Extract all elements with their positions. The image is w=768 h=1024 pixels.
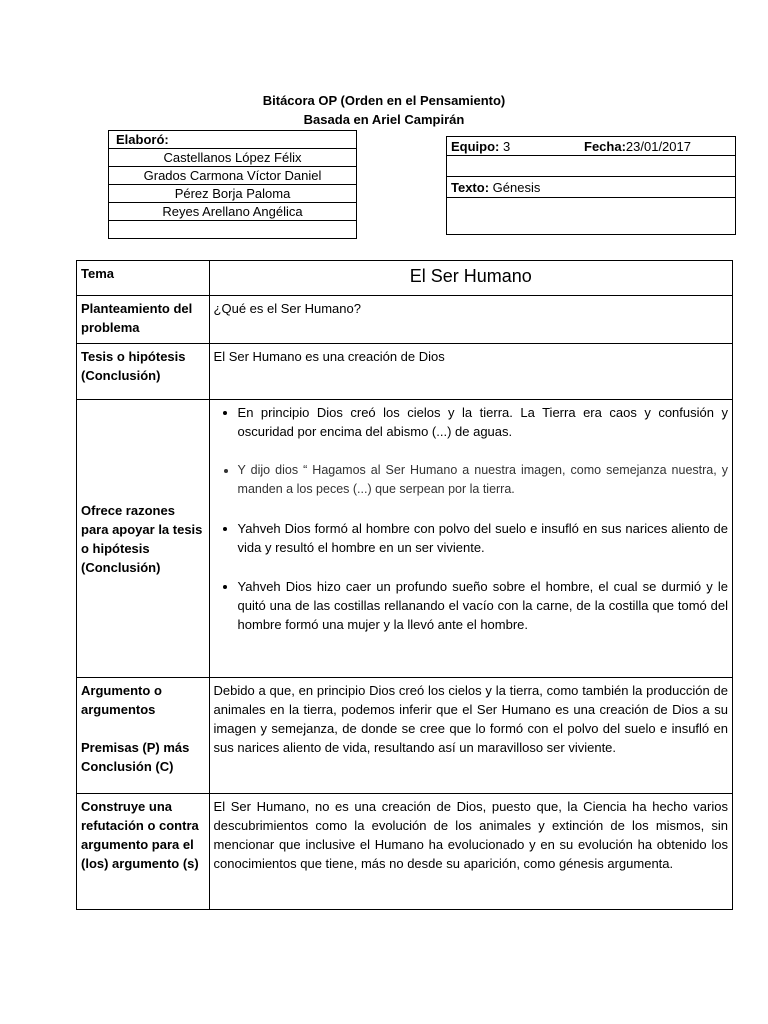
equipo-value: 3 bbox=[503, 138, 511, 154]
document-title: Bitácora OP (Orden en el Pensamiento) bbox=[262, 93, 506, 108]
row-refutacion bbox=[77, 794, 733, 910]
texto-cell bbox=[447, 177, 736, 198]
argumento-label: Argumento o argumentos bbox=[81, 683, 162, 717]
row-argumento bbox=[77, 678, 733, 794]
texto-value: Génesis bbox=[492, 179, 541, 195]
bitacora-table bbox=[76, 260, 733, 910]
authors-heading: Elaboró: bbox=[109, 131, 357, 149]
reasons-list bbox=[214, 403, 728, 634]
texto-label: Texto: bbox=[451, 179, 490, 195]
document-subtitle: Basada en Ariel Campirán bbox=[303, 112, 465, 127]
planteamiento-value: ¿Qué es el Ser Humano? bbox=[209, 296, 732, 344]
premisas-label: Premisas (P) más Conclusión (C) bbox=[81, 740, 190, 774]
reason-item: • Yahveh Dios hizo caer un profundo sueño sobre el hombre, el cual se durmió y le quitó una de las costillas rellanando el vacío con la carne, de la costilla que tomó del hombre formó una mujer y la llevó ante el hombre. bbox=[238, 577, 728, 634]
equipo-label: Equipo: bbox=[451, 138, 500, 154]
author-name: Castellanos López Félix bbox=[109, 149, 357, 167]
tesis-label: Tesis o hipótesis (Conclusión) bbox=[77, 344, 210, 400]
argumento-label-cell bbox=[77, 678, 210, 794]
fecha-value: 23/01/2017 bbox=[625, 138, 691, 154]
reason-item: • Yahveh Dios formó al hombre con polvo del suelo e insufló en sus narices aliento de vida y resultó el hombre en un ser viviente. bbox=[238, 519, 728, 557]
tesis-value: El Ser Humano es una creación de Dios bbox=[209, 344, 732, 400]
reason-item: • En principio Dios creó los cielos y la tierra. La Tierra era caos y confusión y oscuridad por encima del abismo (...) de aguas. bbox=[238, 403, 728, 441]
reason-item: • Y dijo dios “ Hagamos al Ser Humano a nuestra imagen, como semejanza nuestra, y manden a los peces (...) que serpean por la tierra. bbox=[238, 461, 728, 499]
authors-table bbox=[108, 130, 357, 239]
razones-label: Ofrece razones para apoyar la tesis o hipótesis (Conclusión) bbox=[77, 400, 210, 678]
team-table bbox=[446, 136, 736, 235]
row-razones bbox=[77, 400, 733, 678]
row-planteamiento bbox=[77, 296, 733, 344]
author-name: Pérez Borja Paloma bbox=[109, 185, 357, 203]
team-empty-row bbox=[447, 156, 736, 177]
tema-value: El Ser Humano bbox=[209, 261, 732, 296]
row-tesis bbox=[77, 344, 733, 400]
tema-label: Tema bbox=[77, 261, 210, 296]
refutacion-label: Construye una refutación o contra argumento para el (los) argumento (s) bbox=[77, 794, 210, 910]
author-empty-row bbox=[109, 221, 357, 239]
author-name: Grados Carmona Víctor Daniel bbox=[109, 167, 357, 185]
fecha-label: Fecha: bbox=[584, 138, 626, 154]
author-name: Reyes Arellano Angélica bbox=[109, 203, 357, 221]
planteamiento-label: Planteamiento del problema bbox=[77, 296, 210, 344]
team-empty-row bbox=[447, 198, 736, 235]
argumento-value: Debido a que, en principio Dios creó los cielos y la tierra, como también la producción de animales en la tierra, podemos inferir que el Ser Humano es una creación de Dios a su imagen y semejanza, de donde se cree que lo formó con el polvo del suelo e insufló en sus narices aliento de vida, resultando así un maravilloso ser viviente. bbox=[209, 678, 732, 794]
team-date-cell bbox=[447, 137, 736, 156]
fecha-field bbox=[584, 139, 691, 154]
row-tema bbox=[77, 261, 733, 296]
razones-cell bbox=[209, 400, 732, 678]
refutacion-value: El Ser Humano, no es una creación de Dios, puesto que, la Ciencia ha hecho varios descubrimientos como la evolución de los animales y extinción de los mismos, sin mencionar que inclusive el Humano ha evolucionado y en su evolución ha obtenido los conocimientos que tiene, más no desde su aparición, como génesis argumenta. bbox=[209, 794, 732, 910]
